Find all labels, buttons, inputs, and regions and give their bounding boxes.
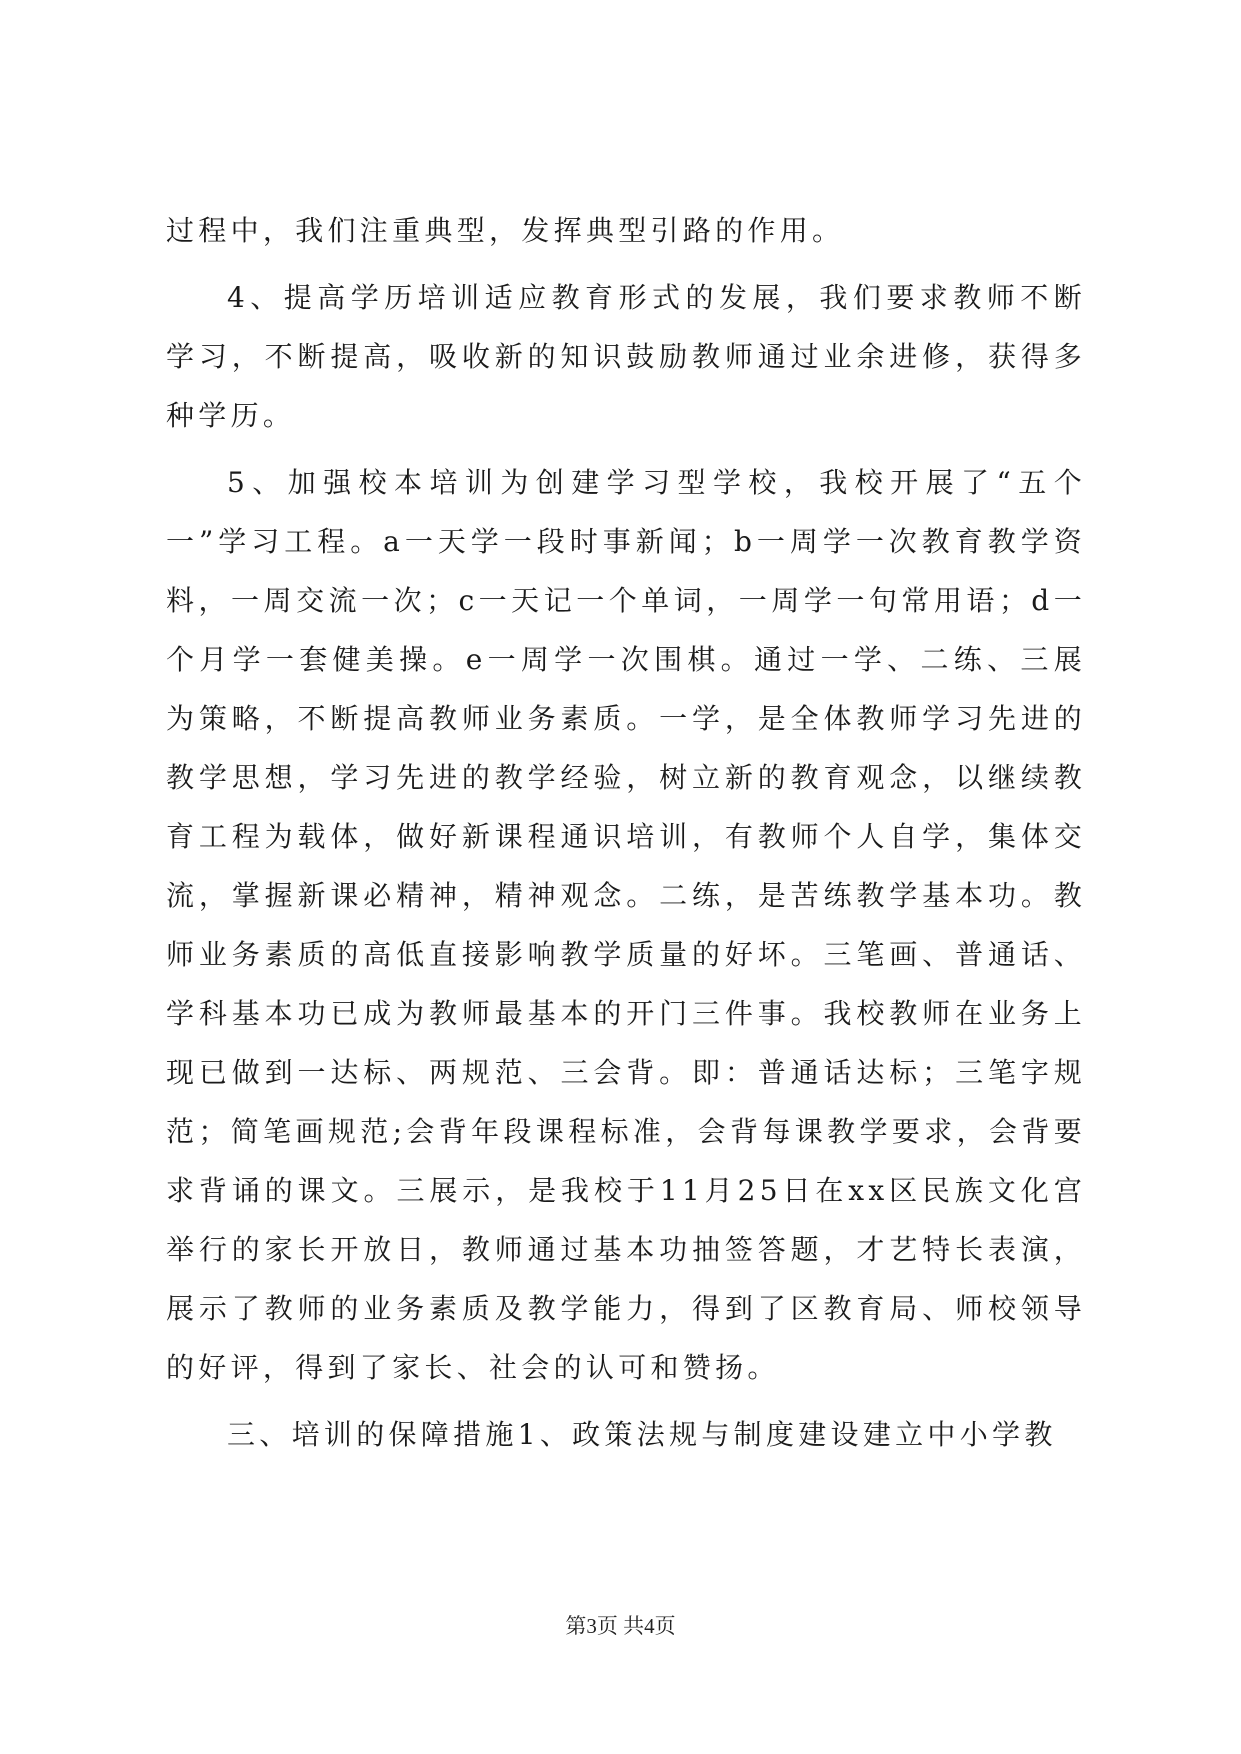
page-number-footer: 第3页 共4页: [565, 1614, 676, 1638]
paragraph-continued: 过程中，我们注重典型，发挥典型引路的作用。: [166, 214, 845, 247]
paragraph-item-4: 4、提高学历培训适应教育形式的发展，我们要求教师不断学习，不断提高，吸收新的知识鼓励教师通过业余进修，获得多种学历。: [166, 281, 1086, 432]
document-body: [166, 201, 1086, 1464]
paragraph-item-5: 5、加强校本培训为创建学习型学校，我校开展了“五个一”学习工程。a一天学一段时事新闻；b一周学一次教育教学资料，一周交流一次；c一天记一个单词，一周学一句常用语；d一个月学一套健美操。e一周学一次围棋。通过一学、二练、三展为策略，不断提高教师业务素质。一学，是全体教师学习先进的教学思想，学习先进的教学经验，树立新的教育观念，以继续教育工程为载体，做好新课程通识培训，有教师个人自学，集体交流，掌握新课必精神，精神观念。二练，是苦练教学基本功。教师业务素质的高低直接影响教学质量的好坏。三笔画、普通话、学科基本功已成为教师最基本的开门三件事。我校教师在业务上现已做到一达标、两规范、三会背。即：普通话达标；三笔字规范；简笔画规范;会背年段课程标准，会背每课教学要求，会背要求背诵的课文。三展示，是我校于11月25日在xx区民族文化宫举行的家长开放日，教师通过基本功抽签答题，才艺特长表演，展示了教师的业务素质及教学能力，得到了区教育局、师校领导的好评，得到了家长、社会的认可和赞扬。: [166, 466, 1086, 1384]
paragraph-section-3: 三、培训的保障措施1、政策法规与制度建设建立中小学教: [227, 1418, 1057, 1451]
